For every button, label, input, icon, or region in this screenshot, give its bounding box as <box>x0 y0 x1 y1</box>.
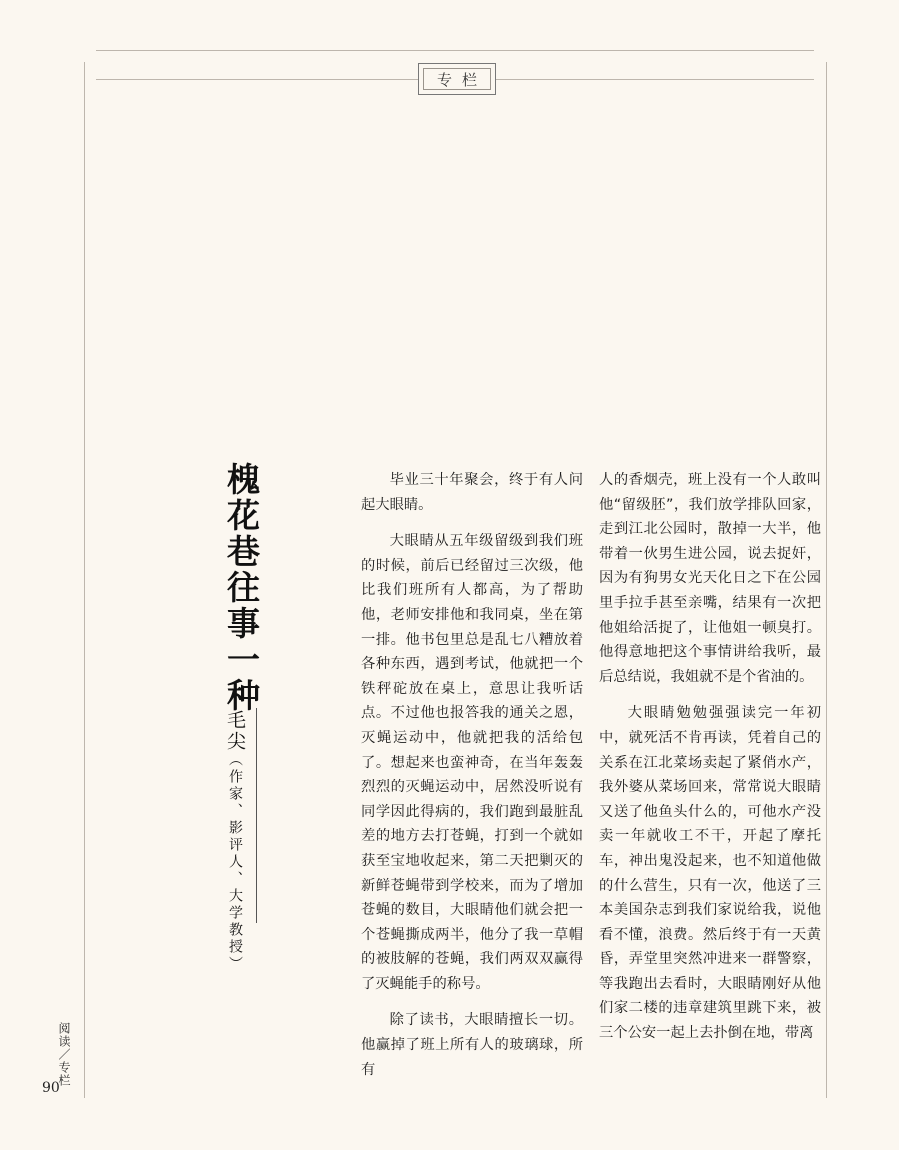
paragraph-continued: 人的香烟壳，班上没有一个人敢叫他“留级胚”，我们放学排队回家，走到江北公园时，散掉一大半，他带着一伙男生进公园，说去捉奸，因为有狗男女光天化日之下在公园里手拉手甚至亲嘴，结果有一次把他姐给活捉了，让他姐一顿臭打。他得意地把这个事情讲给我听，最后总结说，我姐就不是个省油的。 <box>599 472 821 685</box>
right-margin-rule <box>826 62 827 1098</box>
author-name: 毛尖 <box>224 710 246 752</box>
article-title: 槐花巷往事一种 <box>222 462 261 714</box>
section-tab <box>418 63 496 95</box>
author-note: （作家、影评人、大学教授） <box>227 752 243 973</box>
author-rule <box>256 708 257 923</box>
author-byline <box>222 710 248 973</box>
header-rule-right <box>496 79 814 80</box>
header-rule-left <box>96 79 418 80</box>
paragraph: 毕业三十年聚会，终于有人问起大眼睛。 <box>361 472 583 513</box>
paragraph: 大眼睛勉勉强强读完一年初中，就死活不肯再读，凭着自己的关系在江北菜场卖起了紧俏水产，我外婆从菜场回来，常常说大眼睛又送了他鱼头什么的，可他水产没卖一年就收工不干，开起了摩托车，神出鬼没起来，也不知道他做的什么营生，只有一次，他送了三本美国杂志到我们家说给我，说他看不懂，浪费。然后终于有一天黄昏，弄堂里突然冲进来一群警察，等我跑出去看时，大眼睛刚好从他们家二楼的违章建筑里跳下来，被三个公安一起上去扑倒在地，带离 <box>599 705 821 1042</box>
left-margin-rule <box>84 62 85 1098</box>
paragraph: 除了读书，大眼睛擅长一切。他赢掉了班上所有人的玻璃球，所有 <box>361 1012 583 1078</box>
text-column-1 <box>361 468 583 1094</box>
top-rule <box>96 50 814 51</box>
folio-section: 阅读／专栏 <box>57 1022 71 1087</box>
section-label: 专栏 <box>423 68 491 90</box>
paragraph: 大眼睛从五年级留级到我们班的时候，前后已经留过三次级，他比我们班所有人都高，为了帮助他，老师安排他和我同桌，坐在第一排。他书包里总是乱七八糟放着各种东西，遇到考试，他就把一个铁秤砣放在桌上，意思让我听话点。不过他也报答我的通关之恩，灭蝇运动中，他就把我的活给包了。想起来也蛮神奇，在当年轰轰烈烈的灭蝇运动中，居然没听说有同学因此得病的，我们跑到最脏乱差的地方去打苍蝇，打到一个就如获至宝地收起来，第二天把剿灭的新鲜苍蝇带到学校来，而为了增加苍蝇的数目，大眼睛他们就会把一个苍蝇撕成两半，他分了我一草帽的被肢解的苍蝇，我们两双双赢得了灭蝇能手的称号。 <box>361 533 583 992</box>
text-column-2 <box>599 468 821 1058</box>
page-number: 90 <box>42 1080 60 1096</box>
